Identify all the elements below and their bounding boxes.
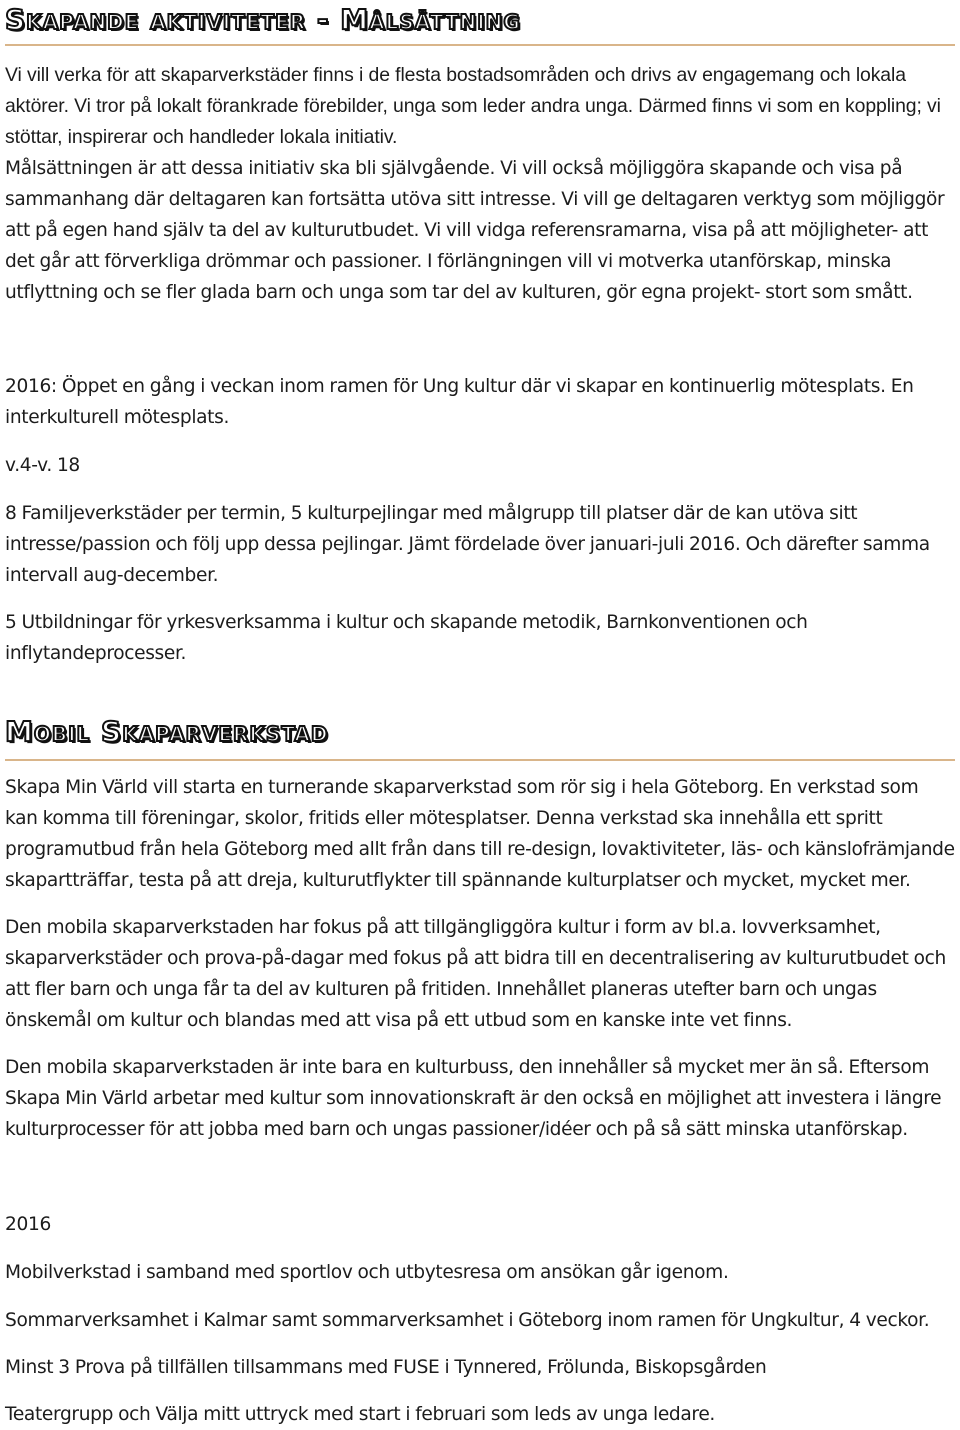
section-heading-malsattning: Skapande aktiviteter - Målsättning [5, 3, 521, 36]
paragraph-familjeverkstader: 8 Familjeverkstäder per termin, 5 kulturpejlingar med målgrupp till platser där de kan utöva sitt intresse/passion och följ upp dessa pejlingar. Jämt fördelade över januari-juli 2016. Och därefter samma intervall aug-december. [5, 503, 930, 586]
section-heading-mobil-skaparverkstad: Mobil Skaparverkstad [5, 715, 329, 748]
intro-paragraph-part-b: Målsättningen är att dessa initiativ ska bli självgående. Vi vill också möjliggöra skapande och visa på sammanhang där deltagaren kan fortsätta utöva sitt intresse. Vi vill ge deltagaren verktyg som möjliggör att på egen hand själv ta del av kulturutbudet. Vi vill vidga referensramarna, visa på att möjligheter- att det går att förverkliga drömmar och passioner. I förlängningen vill vi motverka utanförskap, minska utflyttning och se fler glada barn och unga som tar del av kulturen, gör egna projekt- stort som smått. [5, 158, 945, 303]
list-item: Mobilverkstad i samband med sportlov och utbytesresa om ansökan går igenom. [5, 1262, 729, 1283]
list-item: Sommarverksamhet i Kalmar samt sommarverksamhet i Göteborg inom ramen för Ungkultur, 4 veckor. [5, 1310, 930, 1331]
intro-paragraph-part-a: Vi vill verka för att skaparverkstäder finns i de flesta bostadsområden och drivs av engagemang och lokala aktörer. Vi tror på lokalt förankrade förebilder, unga som leder andra unga. Därmed finns vi som en koppling; vi stöttar, inspirerar och handleder lokala initiativ. [5, 64, 941, 148]
paragraph-turnerande-verkstad: Skapa Min Värld vill starta en turnerande skaparverkstad som rör sig i hela Göteborg. En verkstad som kan komma till föreningar, skolor, fritids eller mötesplatser. Denna verkstad ska innehålla ett spritt programutbud från hela Göteborg med allt från dans till re-design, lovaktiviteter, läs- och känslofrämjande skapartträffar, testa på att dreja, kulturutflykter till spännande kulturplatser och mycket, mycket mer. [5, 777, 955, 891]
paragraph-utbildningar: 5 Utbildningar för yrkesverksamma i kultur och skapande metodik, Barnkonventionen och inflytandeprocesser. [5, 612, 808, 664]
section-divider [5, 759, 955, 761]
year-label: 2016 [5, 1214, 51, 1235]
list-item: Minst 3 Prova på tillfällen tillsammans med FUSE i Tynnered, Frölunda, Biskopsgården [5, 1357, 767, 1378]
section-divider [5, 44, 955, 46]
paragraph-mobil-fokus: Den mobila skaparverkstaden har fokus på att tillgängliggöra kultur i form av bl.a. lovverksamhet, skaparverkstäder och prova-på-dagar med fokus på att bidra till en decentralisering av kulturutbudet och att fler barn och unga får ta del av kulturen på fritiden. Innehållet planeras utefter barn och ungas önskemål om kultur och blandas med att visa på ett utbud som en kanske inte vet finns. [5, 917, 946, 1031]
weeks-range: v.4-v. 18 [5, 455, 80, 476]
intro-paragraph [5, 60, 955, 308]
list-item: Teatergrupp och Välja mitt uttryck med start i februari som leds av unga ledare. [5, 1404, 715, 1425]
paragraph-2016-moten: 2016: Öppet en gång i veckan inom ramen för Ung kultur där vi skapar en kontinuerlig mötesplats. En interkulturell mötesplats. [5, 376, 914, 428]
paragraph-mer-an-kulturbuss: Den mobila skaparverkstaden är inte bara en kulturbuss, den innehåller så mycket mer än så. Eftersom Skapa Min Värld arbetar med kultur som innovationskraft är den också en möjlighet att investera i längre kulturprocesser för att jobba med barn och ungas passioner/idéer och på så sätt minska utanförskap. [5, 1057, 942, 1140]
